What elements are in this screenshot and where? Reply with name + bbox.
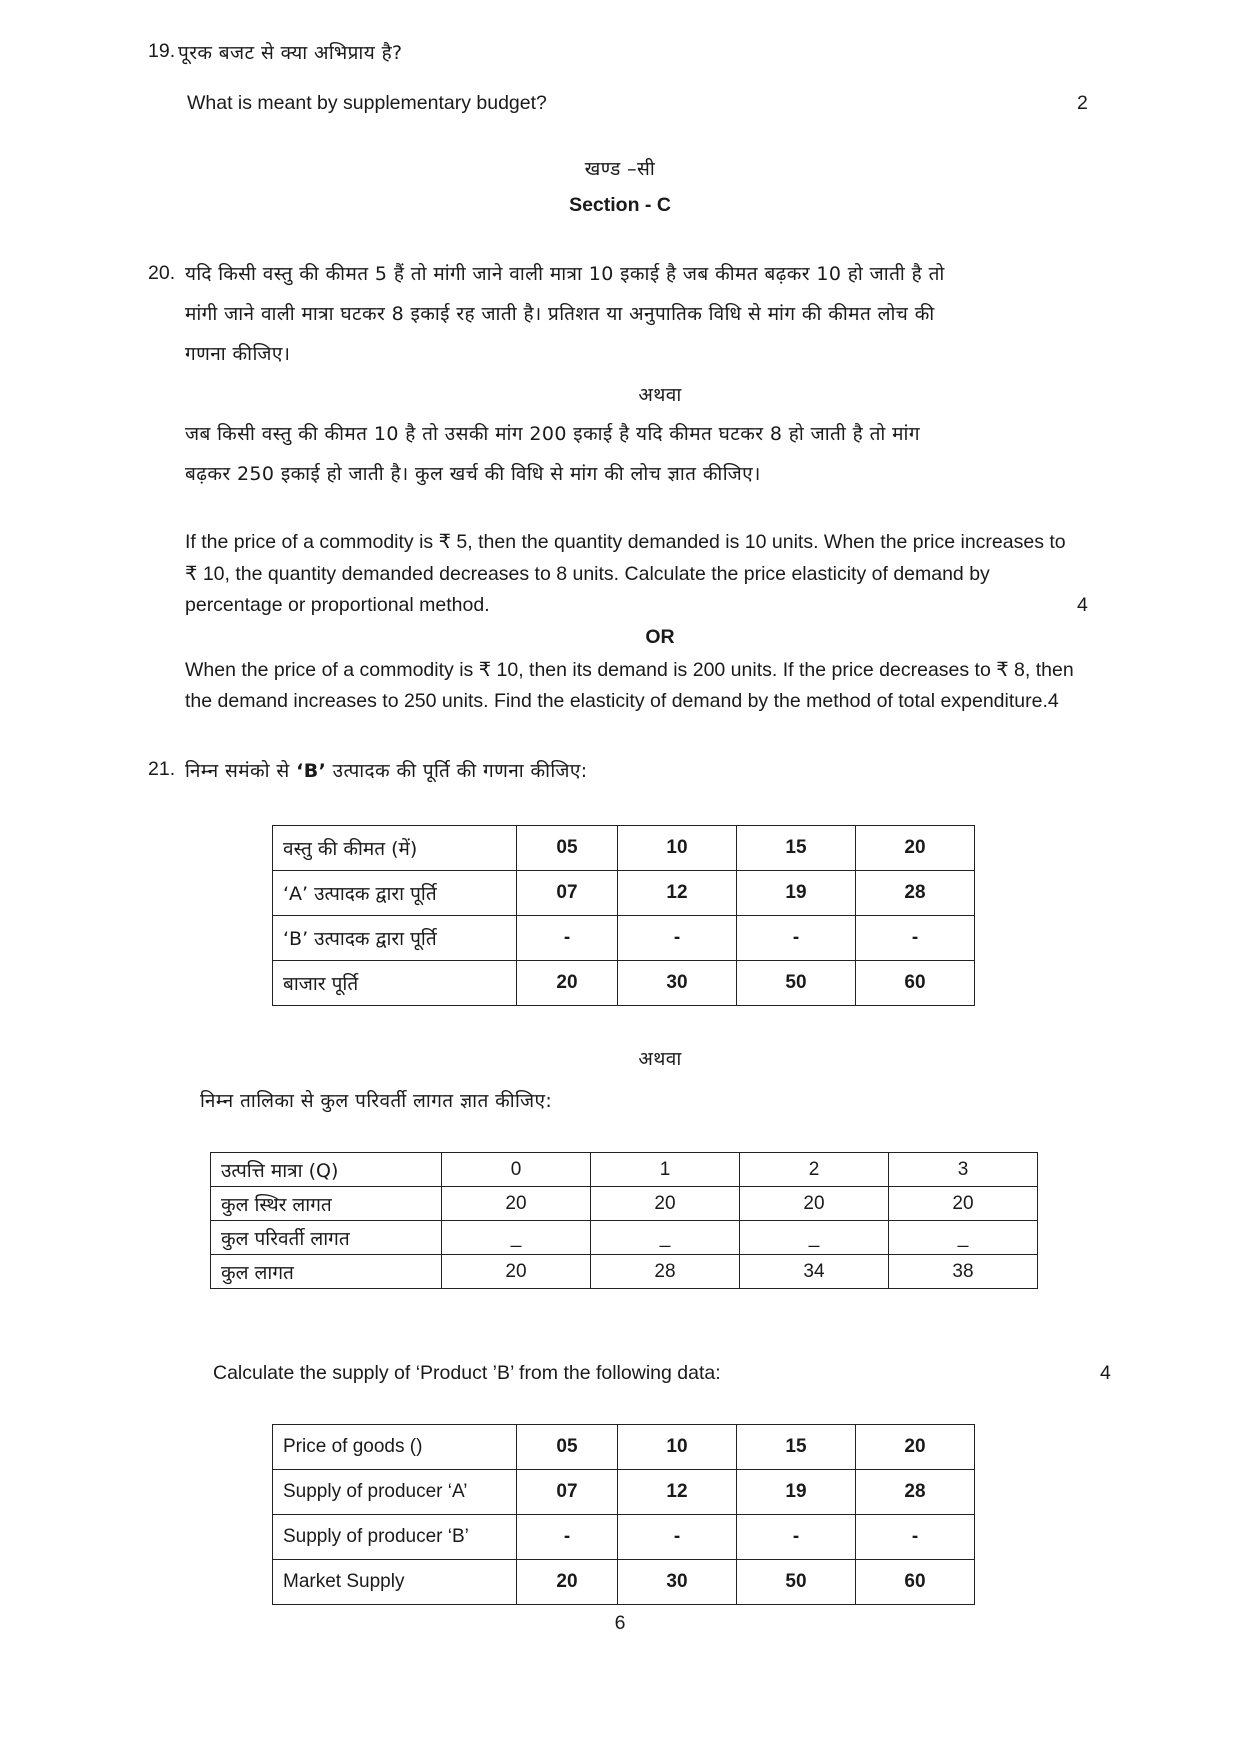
q20-english-line-2: ₹ 10, the quantity demanded decreases to 8 units. Calculate the price elasticity of demand by [185,563,990,585]
cell: 10 [618,826,737,871]
q20-hindi-or-line-1: जब किसी वस्तु की कीमत 10 है तो उसकी मांग 200 इकाई है यदि कीमत घटकर 8 हो जाती है तो मांग [185,423,920,445]
cell: - [737,916,856,961]
cell: 07 [517,1470,618,1515]
q19-number: 19. [148,40,176,62]
row-label: कुल स्थिर लागत [211,1187,442,1221]
cell: 60 [856,961,975,1006]
cell: - [856,1515,975,1560]
q21-marks: 4 [1100,1362,1111,1384]
cell: 0 [442,1153,591,1187]
cell: - [618,916,737,961]
cell: _ [889,1221,1038,1255]
q20-english-line-1: If the price of a commodity is ₹ 5, then the quantity demanded is 10 units. When the price increases to [185,531,1066,553]
cell: 15 [737,826,856,871]
hindi-supply-table [272,825,975,1006]
cell: 12 [618,1470,737,1515]
q21-hindi-suffix: उत्पादक की पूर्ति की गणना कीजिए: [326,760,588,782]
row-label: कुल लागत [211,1255,442,1289]
cell: - [618,1515,737,1560]
cell: 50 [737,961,856,1006]
q20-or-english: OR [645,626,675,648]
q20-hindi-line-1: यदि किसी वस्तु की कीमत 5 हैं तो मांगी जाने वाली मात्रा 10 इकाई है जब कीमत बढ़कर 10 हो जाती है तो [185,263,945,285]
cell: 20 [442,1187,591,1221]
q21-or-hindi: अथवा [638,1048,682,1070]
q20-hindi-line-3: गणना कीजिए। [185,343,291,365]
row-label: ‘A’ उत्पादक द्वारा पूर्ति [273,871,517,916]
cell: 05 [517,826,618,871]
table-row [273,871,975,916]
row-label: Supply of producer ‘A’ [273,1470,517,1515]
q20-hindi-line-2: मांगी जाने वाली मात्रा घटकर 8 इकाई रह जाती है। प्रतिशत या अनुपातिक विधि से मांग की कीमत लोच की [185,303,935,325]
q20-english-or-line-2: the demand increases to 250 units. Find the elasticity of demand by the method of total expenditure.4 [185,690,1059,712]
q19-hindi-text: पूरक बजट से क्या अभिप्राय है? [178,42,403,64]
cell: 28 [856,1470,975,1515]
cell: 19 [737,871,856,916]
row-label: Price of goods () [273,1425,517,1470]
cell: 20 [740,1187,889,1221]
cell: 1 [591,1153,740,1187]
table-row [273,1560,975,1605]
cell: 50 [737,1560,856,1605]
cell: 3 [889,1153,1038,1187]
cell: - [737,1515,856,1560]
row-label: Market Supply [273,1560,517,1605]
cell: 07 [517,871,618,916]
q19-english-text: What is meant by supplementary budget? [187,92,547,114]
row-label: कुल परिवर्ती लागत [211,1221,442,1255]
cell: - [517,1515,618,1560]
q21-english-text: Calculate the supply of ‘Product ’B’ from the following data: [213,1362,721,1384]
cost-table [210,1152,1038,1289]
q20-marks: 4 [1077,594,1088,616]
row-label: Supply of producer ‘B’ [273,1515,517,1560]
cell: 34 [740,1255,889,1289]
q21-hindi-or-line: निम्न तालिका से कुल परिवर्ती लागत ज्ञात कीजिए: [200,1090,553,1112]
q19-marks: 2 [1077,92,1088,114]
table-row [273,916,975,961]
section-heading-english: Section - C [569,194,671,216]
cell: _ [740,1221,889,1255]
page-number: 6 [614,1612,626,1634]
table-row [211,1255,1038,1289]
q20-or-hindi: अथवा [638,384,682,406]
table-row [211,1153,1038,1187]
cell: 60 [856,1560,975,1605]
table-row [211,1221,1038,1255]
cell: 05 [517,1425,618,1470]
table-row [273,961,975,1006]
q20-hindi-or-line-2: बढ़कर 250 इकाई हो जाती है। कुल खर्च की विधि से मांग की लोच ज्ञात कीजिए। [185,463,761,485]
cell: 19 [737,1470,856,1515]
cell: 20 [517,1560,618,1605]
cell: 30 [618,1560,737,1605]
english-supply-table [272,1424,975,1605]
table-row [273,1470,975,1515]
q20-number: 20. [148,262,176,284]
row-label: वस्तु की कीमत (में) [273,826,517,871]
q21-hindi-question [185,757,588,783]
table-row [273,1425,975,1470]
cell: 2 [740,1153,889,1187]
table-row [273,1515,975,1560]
q21-hindi-bold: ‘B’ [296,760,327,782]
cell: 20 [856,826,975,871]
cell: - [856,916,975,961]
row-label: उत्पत्ति मात्रा (Q) [211,1153,442,1187]
section-heading-hindi: खण्ड –सी [584,158,656,180]
q21-hindi-prefix: निम्न समंको से [185,760,297,782]
cell: - [517,916,618,961]
cell: 20 [856,1425,975,1470]
cell: 28 [856,871,975,916]
cell: 10 [618,1425,737,1470]
cell: 20 [517,961,618,1006]
cell: _ [591,1221,740,1255]
row-label: बाजार पूर्ति [273,961,517,1006]
q21-number: 21. [148,758,176,780]
cell: 20 [889,1187,1038,1221]
cell: 12 [618,871,737,916]
cell: 28 [591,1255,740,1289]
cell: _ [442,1221,591,1255]
cell: 20 [591,1187,740,1221]
cell: 38 [889,1255,1038,1289]
q20-english-or-line-1: When the price of a commodity is ₹ 10, then its demand is 200 units. If the price decreases to ₹ 8, then [185,659,1074,681]
table-row [211,1187,1038,1221]
cell: 30 [618,961,737,1006]
cell: 15 [737,1425,856,1470]
q20-english-line-3: percentage or proportional method. [185,594,490,616]
cell: 20 [442,1255,591,1289]
table-row [273,826,975,871]
row-label: ‘B’ उत्पादक द्वारा पूर्ति [273,916,517,961]
